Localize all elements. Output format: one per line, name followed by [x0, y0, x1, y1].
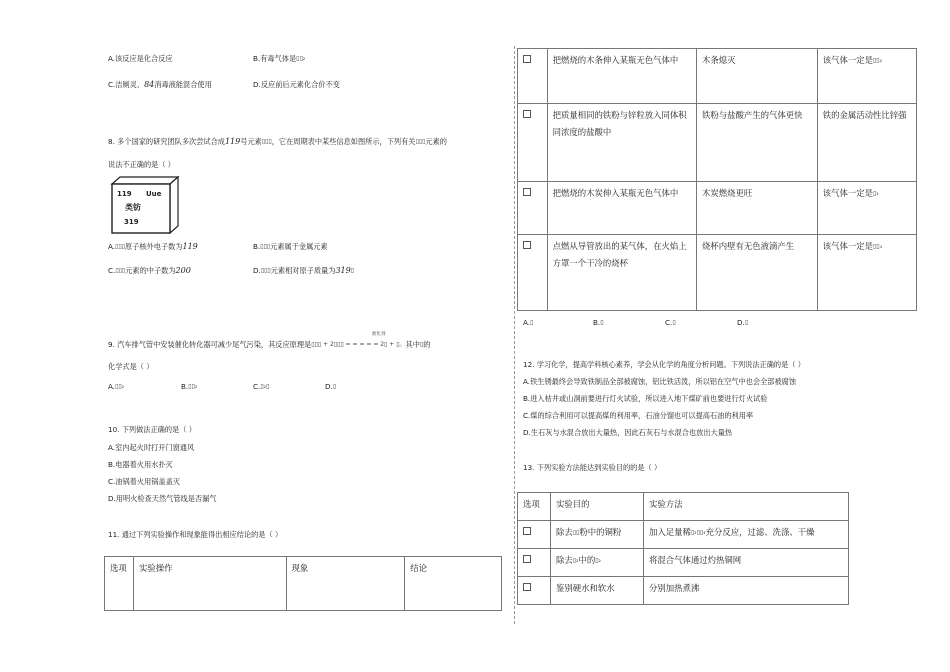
q9-option-a: A.▯▯₂: [108, 382, 125, 391]
checkbox-icon: [523, 55, 531, 63]
q11-option-a: A.▯: [523, 318, 534, 327]
q10-option-b: B.电器着火用水扑灭: [108, 460, 173, 469]
q13-header-option: 选项: [518, 493, 551, 521]
q12-option-c: C.煤的综合利用可以提高煤的利用率，石油分馏也可以提高石油的利用率: [523, 411, 754, 420]
q11-row1-operation: 把燃烧的木条伸入某瓶无色气体中: [547, 49, 696, 104]
card-atomic-number: 119: [117, 190, 132, 198]
checkbox-icon: [523, 110, 531, 118]
q11-row2-operation: 把质量相同的铁粉与锌粒放入同体积同浓度的盐酸中: [547, 104, 696, 182]
table-row: [518, 549, 849, 577]
q10-stem: 10. 下列做法正确的是（ ）: [108, 425, 196, 434]
q13-row1-method: 加入足量稀▯₂▯▯₄充分反应，过滤、洗涤、干燥: [644, 521, 849, 549]
q11-table-header: [104, 556, 502, 611]
q11-header-operation: 实验操作: [133, 557, 286, 611]
table-row: [518, 182, 917, 235]
card-element-name: 类钫: [125, 203, 141, 212]
q11-row3-phenomenon: 木炭燃烧更旺: [697, 182, 818, 235]
q7-option-d: D.反应前后元素化合价不变: [253, 80, 340, 89]
q13-table: [517, 492, 849, 605]
q11-header-option: 选项: [105, 557, 134, 611]
table-row: [518, 49, 917, 104]
q12-option-d: D.生石灰与水混合放出大量热，因此石灰石与水混合也放出大量热: [523, 428, 733, 437]
q13-row2-goal: 除去▯₂中的▯₂: [551, 549, 644, 577]
q9-catalyst-label: 催化剂: [372, 332, 386, 337]
q8-option-d: D.▯▯▯元素相对原子质量为319▯: [253, 266, 355, 275]
q8-stem-line1: 8. 多个国家的研究团队多次尝试合成119号元素▯▯▯，它在周期表中某些信息如图所示，下列有关▯▯▯元素的: [108, 137, 447, 146]
q11-table-body: [517, 48, 917, 311]
q11-option-b: B.▯: [593, 318, 604, 327]
q9-stem-line2: 化学式是（ ）: [108, 362, 154, 371]
q9-stem-line1: 9. 汽车排气管中安装催化转化器可减少尾气污染，其反应原理是▯▯▯ + 2▯▯▯ = = = = = 2▯ + ▯。其中▯的: [108, 340, 431, 349]
q11-row2-phenomenon: 铁粉与盐酸产生的气体更快: [697, 104, 818, 182]
element-card-119: [108, 176, 180, 234]
table-row: [518, 577, 849, 605]
q8-stem-line2: 说法不正确的是（ ）: [108, 160, 175, 169]
card-symbol: Uue: [146, 190, 162, 198]
q8-option-b: B.▯▯▯元素属于金属元素: [253, 242, 328, 251]
q12-stem: 12. 学习化学，提高学科核心素养，学会从化学的角度分析问题。下列说法正确的是（ ）: [523, 360, 805, 369]
q11-header-conclusion: 结论: [405, 557, 502, 611]
table-row: [518, 493, 849, 521]
q13-row3-method: 分别加热煮沸: [644, 577, 849, 605]
q11-row3-operation: 把燃烧的木炭伸入某瓶无色气体中: [547, 182, 696, 235]
q11-row2-conclusion: 铁的金属活动性比锌强: [817, 104, 916, 182]
q13-header-method: 实验方法: [644, 493, 849, 521]
q13-stem: 13. 下列实验方法能达到实验目的的是（ ）: [523, 463, 662, 472]
q8-option-a: A.▯▯▯原子核外电子数为119: [108, 242, 198, 251]
q11-row4-phenomenon: 烧杯内壁有无色液滴产生: [697, 235, 818, 311]
q7-option-b: B.有毒气体是▯▯₂: [253, 54, 306, 63]
q11-option-d: D.▯: [737, 318, 749, 327]
checkbox-icon: [523, 241, 531, 249]
q7-option-c: C.洁厕灵、84消毒液能混合使用: [108, 80, 212, 89]
q9-option-b: B.▯▯₂: [181, 382, 198, 391]
q12-option-a: A.铁生锈最终会导致铁制品全部被腐蚀，铝比铁活泼，所以铝在空气中也会全部被腐蚀: [523, 377, 797, 386]
q10-option-c: C.油锅着火用锅盖盖灭: [108, 477, 180, 486]
q13-row2-method: 将混合气体通过灼热铜网: [644, 549, 849, 577]
q10-option-d: D.用明火检查天然气管线是否漏气: [108, 494, 217, 503]
q13-row3-goal: 鉴别硬水和软水: [551, 577, 644, 605]
table-row: [518, 521, 849, 549]
checkbox-icon: [523, 555, 531, 563]
q9-option-d: D.▯: [325, 382, 337, 391]
q13-header-goal: 实验目的: [551, 493, 644, 521]
checkbox-icon: [523, 527, 531, 535]
q11-option-c: C.▯: [665, 318, 676, 327]
card-atomic-mass: 319: [124, 218, 139, 226]
q7-option-a: A.该反应是化合反应: [108, 54, 173, 63]
q11-row1-phenomenon: 木条熄灭: [697, 49, 818, 104]
q8-option-c: C.▯▯▯元素的中子数为200: [108, 266, 191, 275]
q11-row4-conclusion: 该气体一定是▯▯₄: [817, 235, 916, 311]
table-row: [518, 235, 917, 311]
q11-row4-operation: 点燃从导管放出的某气体，在火焰上方罩一个干冷的烧杯: [547, 235, 696, 311]
q11-stem: 11. 通过下列实验操作和现象能得出相应结论的是（ ）: [108, 530, 283, 539]
q11-header-phenomenon: 现象: [286, 557, 405, 611]
q11-row1-conclusion: 该气体一定是▯▯₂: [817, 49, 916, 104]
column-divider: [514, 46, 515, 624]
q11-row3-conclusion: 该气体一定是▯₂: [817, 182, 916, 235]
checkbox-icon: [523, 188, 531, 196]
q9-option-c: C.▯₂▯: [253, 382, 270, 391]
q13-row1-goal: 除去▯▯粉中的铜粉: [551, 521, 644, 549]
q10-option-a: A.室内起火时打开门窗通风: [108, 443, 195, 452]
checkbox-icon: [523, 583, 531, 591]
q12-option-b: B.进入枯井或山洞前要进行灯火试验，所以进入地下煤矿前也要进行灯火试验: [523, 394, 768, 403]
table-row: [518, 104, 917, 182]
